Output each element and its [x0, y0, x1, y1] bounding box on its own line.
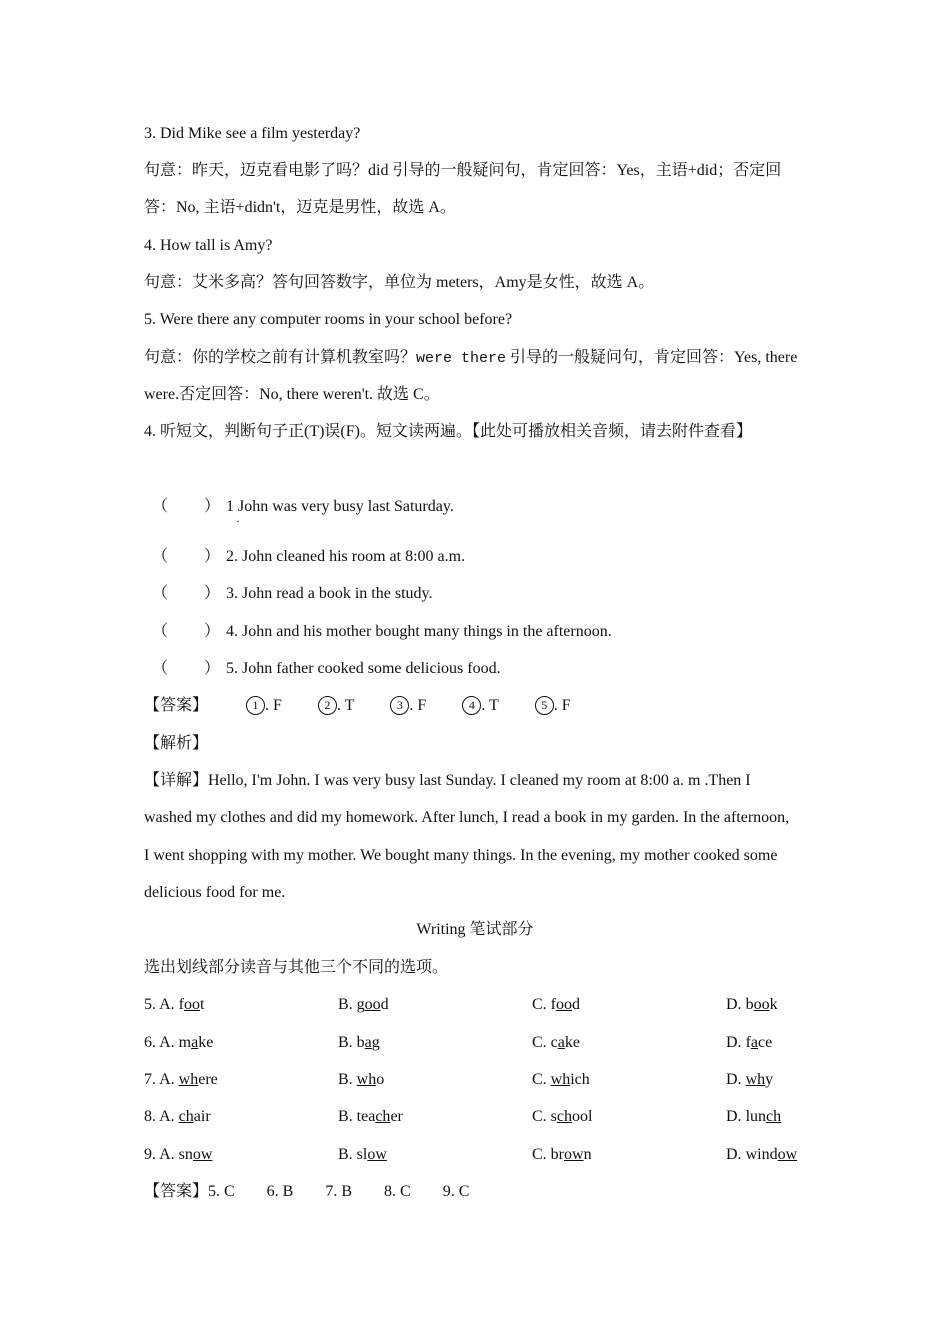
question-5-explanation-code: were there	[416, 350, 507, 367]
word-part: ool	[572, 1108, 593, 1125]
word-part: ce	[758, 1034, 773, 1051]
word-part: C.	[532, 1071, 551, 1088]
word-part: D.	[726, 1071, 746, 1088]
answer-blank-close: ）	[204, 623, 221, 640]
underlined-letters: wh	[745, 1071, 766, 1088]
answer-blank-open: （	[152, 548, 169, 565]
underlined-letters: a	[750, 1034, 758, 1051]
answer-blank-close: ）	[204, 660, 221, 677]
answer-blank-open: （	[152, 660, 169, 677]
circled-number: 4	[462, 696, 481, 715]
option-c	[532, 1033, 580, 1053]
tf-item-text: 1 John was very busy last Saturday.	[226, 498, 454, 515]
option-b	[338, 1033, 380, 1053]
answer-5	[535, 696, 571, 716]
word-part: lun	[745, 1108, 767, 1125]
option-c	[532, 995, 580, 1015]
circled-number: 2	[318, 696, 337, 715]
option-d	[726, 1070, 773, 1090]
word-part: g	[371, 1034, 380, 1051]
question-number: 6. A.	[144, 1034, 179, 1051]
question-4: 4. How tall is Amy?	[144, 237, 273, 254]
circled-number: 3	[390, 696, 409, 715]
question-5: 5. Were there any computer rooms in your school before?	[144, 311, 513, 328]
option-c	[532, 1070, 590, 1090]
tf-item-text: 4. John and his mother bought many things in the afternoon.	[226, 623, 612, 640]
underlined-letters: oo	[556, 996, 572, 1013]
word-part: f	[745, 1034, 751, 1051]
answer-blank-close: ）	[204, 548, 221, 565]
answer-value: . F	[553, 697, 571, 714]
underlined-letters: ow	[564, 1146, 584, 1163]
word-part: b	[745, 996, 754, 1013]
option-d	[726, 1033, 772, 1053]
word-part: B.	[338, 1108, 357, 1125]
question-5-explanation-line-1	[144, 348, 797, 369]
word-part: ere	[198, 1071, 218, 1088]
question-number: 5. A.	[144, 996, 179, 1013]
word-part: wind	[745, 1146, 778, 1163]
option-d	[726, 995, 778, 1015]
tf-item-text: 3. John read a book in the study.	[226, 585, 433, 602]
writing-answer-line: 【答案】5. C 6. B 7. B 8. C 9. C	[144, 1183, 470, 1200]
circled-number: 5	[535, 696, 554, 715]
option-a	[144, 1033, 213, 1053]
word-part: sn	[178, 1146, 193, 1163]
word-part: C.	[532, 1108, 551, 1125]
question-4-explanation: 句意：艾米多高？答句回答数字，单位为 meters，Amy是女性，故选 A。	[144, 274, 655, 291]
underlined-letters: oo	[753, 996, 770, 1013]
option-a	[144, 1070, 218, 1090]
option-d	[726, 1107, 781, 1127]
word-part: y	[765, 1071, 774, 1088]
word-part: D.	[726, 1146, 746, 1163]
word-part: tea	[356, 1108, 376, 1125]
word-part: ke	[564, 1034, 580, 1051]
detail-line-1: 【详解】Hello, I'm John. I was very busy last Sunday. I cleaned my room at 8:00 a. m .Then I	[144, 772, 751, 789]
underlined-letters: a	[191, 1034, 199, 1051]
word-part: sl	[356, 1146, 368, 1163]
word-part: B.	[338, 1034, 357, 1051]
option-a	[144, 1107, 211, 1127]
option-c	[532, 1107, 592, 1127]
word-part: D.	[726, 1108, 746, 1125]
underlined-letters: a	[364, 1034, 372, 1051]
word-part: air	[193, 1108, 211, 1125]
detail-line-3: I went shopping with my mother. We bought many things. In the evening, my mother cooked some	[144, 847, 778, 864]
section-4-heading: 4. 听短文，判断句子正(T)误(F)。短文读两遍。【此处可播放相关音频，请去附件查看】	[144, 423, 752, 440]
tf-item-text: 5. John father cooked some delicious food.	[226, 660, 501, 677]
word-part: t	[200, 996, 205, 1013]
option-b	[338, 1107, 403, 1127]
word-part: B.	[338, 1071, 357, 1088]
answer-4	[462, 696, 498, 716]
dot-mark: ·	[236, 514, 240, 528]
word-part: C.	[532, 996, 551, 1013]
analysis-label: 【解析】	[144, 735, 209, 752]
answer-blank-close: ）	[204, 585, 221, 602]
question-5-explanation-text-a: 句意：你的学校之前有计算机教室吗？	[144, 349, 417, 366]
answer-value: . T	[481, 697, 499, 714]
word-part: m	[178, 1034, 192, 1051]
circled-number: 1	[246, 696, 265, 715]
underlined-letters: ch	[556, 1108, 573, 1125]
underlined-letters: a	[557, 1034, 565, 1051]
tf-item-text: 2. John cleaned his room at 8:00 a.m.	[226, 548, 466, 565]
answer-1	[246, 696, 282, 716]
option-b	[338, 1070, 384, 1090]
word-part: ke	[198, 1034, 214, 1051]
answer-blank-close: ）	[204, 498, 221, 515]
underlined-letters: ch	[375, 1108, 391, 1125]
underlined-letters: wh	[178, 1071, 199, 1088]
question-3: 3. Did Mike see a film yesterday?	[144, 125, 361, 142]
answer-value: . F	[409, 697, 427, 714]
word-part: g	[356, 996, 365, 1013]
underlined-letters: ow	[367, 1146, 387, 1163]
question-3-explanation-line-2: 答：No, 主语+didn't，迈克是男性，故选 A。	[144, 199, 456, 216]
underlined-letters: wh	[356, 1071, 377, 1088]
word-part: f	[550, 996, 556, 1013]
word-part: k	[769, 996, 778, 1013]
underlined-letters: oo	[184, 996, 200, 1013]
option-b	[338, 1145, 387, 1165]
word-part: d	[380, 996, 389, 1013]
underlined-letters: ow	[777, 1146, 798, 1163]
word-part: B.	[338, 996, 357, 1013]
section-4-answer-row	[144, 696, 571, 716]
word-part: n	[583, 1146, 592, 1163]
option-a	[144, 995, 204, 1015]
underlined-letters: ch	[178, 1108, 194, 1125]
option-b	[338, 995, 389, 1015]
question-5-explanation-line-2: were.否定回答：No, there weren't. 故选 C。	[144, 386, 440, 403]
word-part: br	[550, 1146, 564, 1163]
question-number: 9. A.	[144, 1146, 179, 1163]
option-a	[144, 1145, 212, 1165]
word-part: B.	[338, 1146, 357, 1163]
answer-label: 【答案】	[144, 697, 209, 714]
word-part: C.	[532, 1034, 551, 1051]
writing-title: Writing 笔试部分	[416, 921, 534, 938]
answer-3	[390, 696, 426, 716]
answer-value: . T	[336, 697, 355, 714]
word-part: D.	[726, 1034, 746, 1051]
underlined-letters: wh	[550, 1071, 571, 1088]
option-c	[532, 1145, 592, 1165]
writing-instruction: 选出划线部分读音与其他三个不同的选项。	[144, 959, 449, 976]
detail-line-2: washed my clothes and did my homework. After lunch, I read a book in my garden. In the afternoon,	[144, 809, 790, 826]
question-3-explanation-line-1: 句意：昨天，迈克看电影了吗？did 引导的一般疑问句，肯定回答：Yes，主语+did；否定回	[144, 162, 782, 179]
word-part: ich	[570, 1071, 590, 1088]
word-part: c	[550, 1034, 558, 1051]
word-part: s	[550, 1108, 557, 1125]
answer-blank-open: （	[152, 585, 169, 602]
word-part: d	[572, 996, 580, 1013]
underlined-letters: ch	[766, 1108, 782, 1125]
question-number: 7. A.	[144, 1071, 179, 1088]
word-part: b	[356, 1034, 365, 1051]
answer-blank-open: （	[152, 623, 169, 640]
word-part: er	[390, 1108, 403, 1125]
question-5-explanation-text-b: 引导的一般疑问句，肯定回答：Yes, there	[506, 349, 798, 366]
answer-2	[318, 696, 354, 716]
word-part: D.	[726, 996, 746, 1013]
detail-line-4: delicious food for me.	[144, 884, 286, 901]
option-d	[726, 1145, 797, 1165]
answer-value: . F	[265, 697, 282, 714]
underlined-letters: oo	[364, 996, 381, 1013]
underlined-letters: ow	[192, 1146, 213, 1163]
word-part: f	[178, 996, 184, 1013]
answer-blank-open: （	[152, 498, 169, 515]
word-part: C.	[532, 1146, 551, 1163]
question-number: 8. A.	[144, 1108, 179, 1125]
word-part: o	[376, 1071, 385, 1088]
